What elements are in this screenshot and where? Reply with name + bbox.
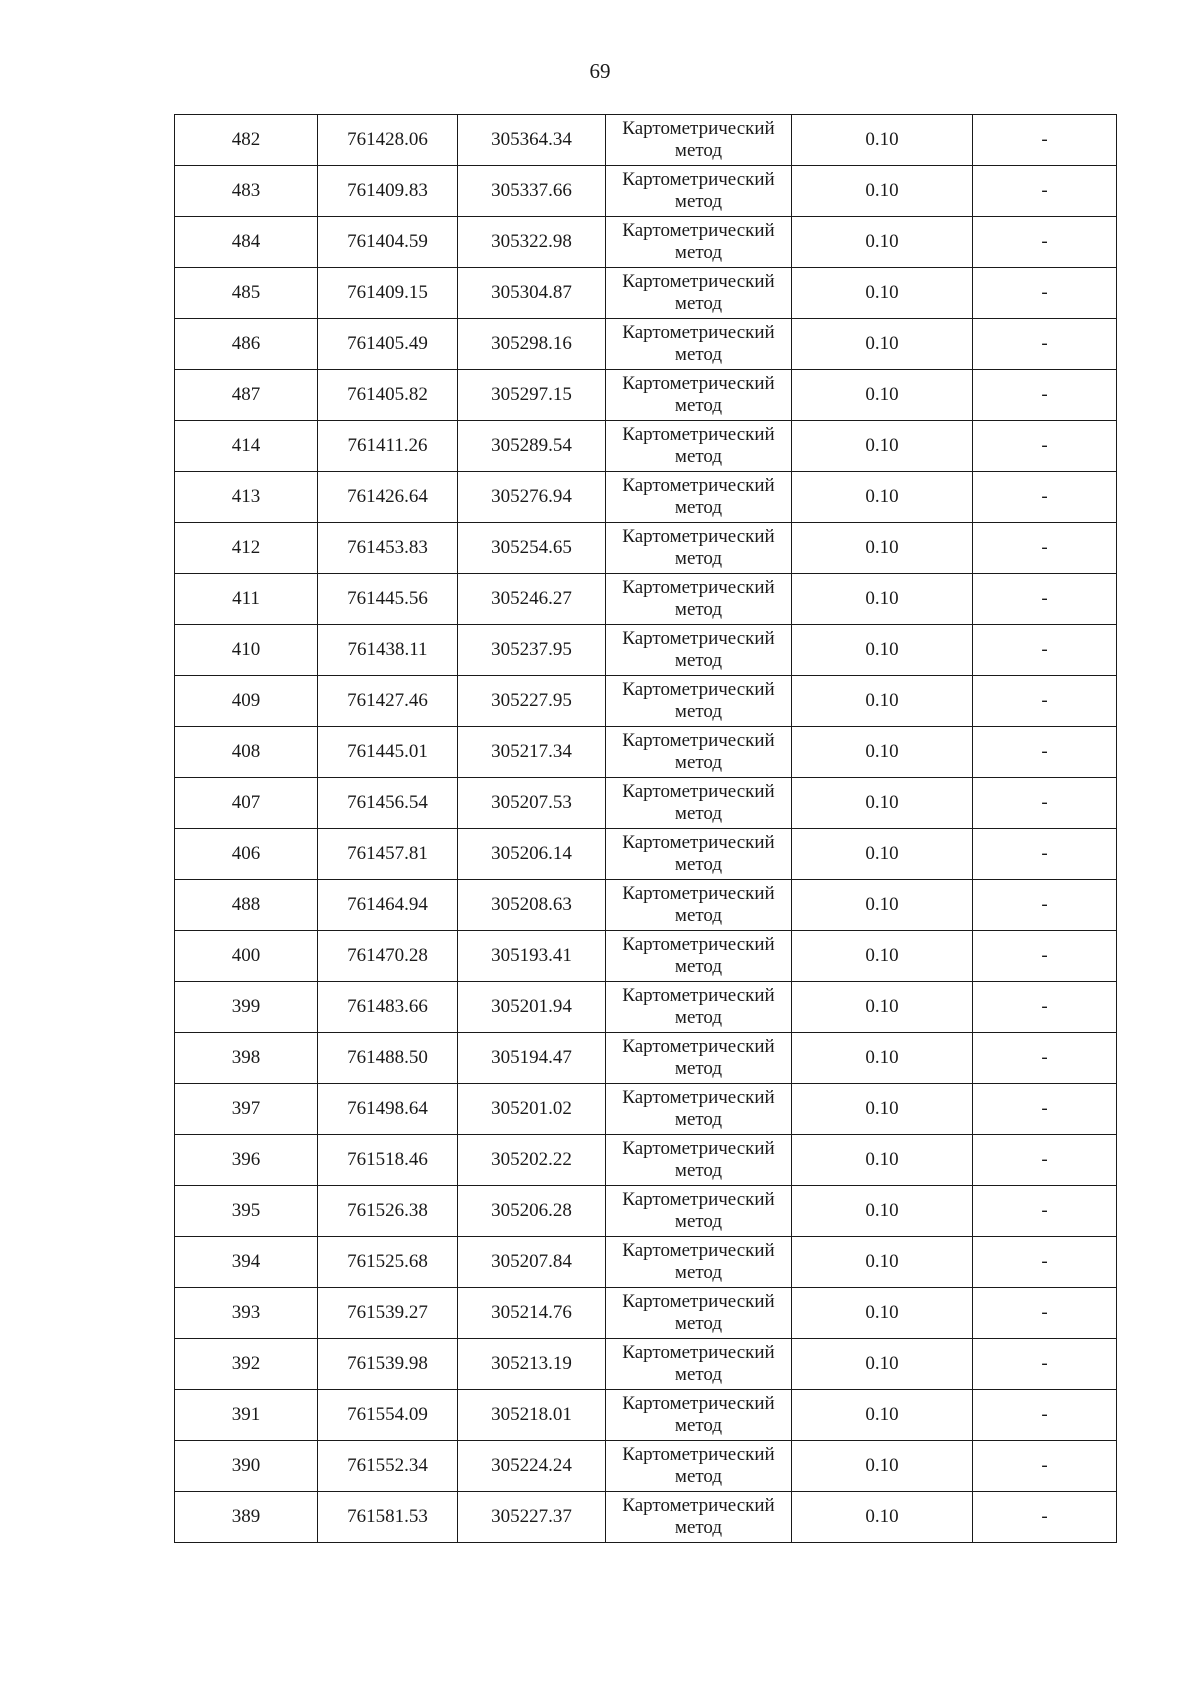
- point-number-cell: 482: [175, 115, 318, 166]
- accuracy-cell: 0.10: [792, 1288, 973, 1339]
- table-row: [175, 421, 1117, 472]
- method-line-1: Картометрический: [622, 781, 775, 802]
- x-coordinate-cell: 761456.54: [318, 778, 458, 829]
- note-cell: -: [973, 370, 1117, 421]
- y-coordinate-cell: 305254.65: [458, 523, 606, 574]
- y-coordinate-cell: 305227.37: [458, 1492, 606, 1543]
- note-cell: -: [973, 1339, 1117, 1390]
- accuracy-cell: 0.10: [792, 1339, 973, 1390]
- method-line-2: метод: [674, 191, 723, 212]
- accuracy-cell: 0.10: [792, 931, 973, 982]
- note-cell: -: [973, 217, 1117, 268]
- method-line-1: Картометрический: [622, 526, 775, 547]
- accuracy-cell: 0.10: [792, 982, 973, 1033]
- method-line-2: метод: [674, 599, 723, 620]
- y-coordinate-cell: 305297.15: [458, 370, 606, 421]
- method-line-2: метод: [674, 1058, 723, 1079]
- note-cell: -: [973, 1033, 1117, 1084]
- method-cell: [606, 982, 792, 1033]
- method-line-2: метод: [674, 1262, 723, 1283]
- point-number-cell: 398: [175, 1033, 318, 1084]
- x-coordinate-cell: 761518.46: [318, 1135, 458, 1186]
- note-cell: -: [973, 574, 1117, 625]
- method-line-1: Картометрический: [622, 1036, 775, 1057]
- accuracy-cell: 0.10: [792, 319, 973, 370]
- point-number-cell: 409: [175, 676, 318, 727]
- point-number-cell: 483: [175, 166, 318, 217]
- accuracy-cell: 0.10: [792, 472, 973, 523]
- method-line-1: Картометрический: [622, 1291, 775, 1312]
- accuracy-cell: 0.10: [792, 625, 973, 676]
- x-coordinate-cell: 761483.66: [318, 982, 458, 1033]
- method-line-1: Картометрический: [622, 1393, 775, 1414]
- accuracy-cell: 0.10: [792, 727, 973, 778]
- point-number-cell: 391: [175, 1390, 318, 1441]
- method-line-1: Картометрический: [622, 1444, 775, 1465]
- note-cell: -: [973, 421, 1117, 472]
- method-line-2: метод: [674, 344, 723, 365]
- method-line-2: метод: [674, 497, 723, 518]
- x-coordinate-cell: 761404.59: [318, 217, 458, 268]
- table-row: [175, 1390, 1117, 1441]
- point-number-cell: 410: [175, 625, 318, 676]
- method-line-2: метод: [674, 1313, 723, 1334]
- point-number-cell: 407: [175, 778, 318, 829]
- method-line-2: метод: [674, 854, 723, 875]
- x-coordinate-cell: 761457.81: [318, 829, 458, 880]
- method-line-2: метод: [674, 1160, 723, 1181]
- accuracy-cell: 0.10: [792, 829, 973, 880]
- y-coordinate-cell: 305206.14: [458, 829, 606, 880]
- method-line-1: Картометрический: [622, 118, 775, 139]
- method-cell: [606, 319, 792, 370]
- method-line-1: Картометрический: [622, 220, 775, 241]
- method-cell: [606, 1033, 792, 1084]
- table-row: [175, 1033, 1117, 1084]
- note-cell: -: [973, 1186, 1117, 1237]
- table-row: [175, 1084, 1117, 1135]
- note-cell: -: [973, 523, 1117, 574]
- method-line-1: Картометрический: [622, 832, 775, 853]
- method-cell: [606, 1390, 792, 1441]
- method-cell: [606, 1441, 792, 1492]
- accuracy-cell: 0.10: [792, 1237, 973, 1288]
- x-coordinate-cell: 761445.01: [318, 727, 458, 778]
- method-line-2: метод: [674, 956, 723, 977]
- method-line-1: Картометрический: [622, 679, 775, 700]
- accuracy-cell: 0.10: [792, 1186, 973, 1237]
- point-number-cell: 411: [175, 574, 318, 625]
- table-row: [175, 1441, 1117, 1492]
- method-line-1: Картометрический: [622, 424, 775, 445]
- point-number-cell: 488: [175, 880, 318, 931]
- table-row: [175, 1135, 1117, 1186]
- method-line-2: метод: [674, 1364, 723, 1385]
- note-cell: -: [973, 676, 1117, 727]
- note-cell: -: [973, 1492, 1117, 1543]
- y-coordinate-cell: 305213.19: [458, 1339, 606, 1390]
- method-line-1: Картометрический: [622, 1240, 775, 1261]
- method-line-1: Картометрический: [622, 1342, 775, 1363]
- note-cell: -: [973, 1288, 1117, 1339]
- method-line-2: метод: [674, 1466, 723, 1487]
- note-cell: -: [973, 778, 1117, 829]
- y-coordinate-cell: 305227.95: [458, 676, 606, 727]
- table-row: [175, 319, 1117, 370]
- table-row: [175, 1492, 1117, 1543]
- method-cell: [606, 1492, 792, 1543]
- note-cell: -: [973, 268, 1117, 319]
- point-number-cell: 412: [175, 523, 318, 574]
- method-cell: [606, 268, 792, 319]
- method-line-2: метод: [674, 1211, 723, 1232]
- note-cell: -: [973, 1390, 1117, 1441]
- method-cell: [606, 421, 792, 472]
- page-number: 69: [589, 59, 611, 83]
- y-coordinate-cell: 305224.24: [458, 1441, 606, 1492]
- point-number-cell: 389: [175, 1492, 318, 1543]
- method-line-1: Картометрический: [622, 577, 775, 598]
- note-cell: -: [973, 880, 1117, 931]
- accuracy-cell: 0.10: [792, 1441, 973, 1492]
- accuracy-cell: 0.10: [792, 778, 973, 829]
- y-coordinate-cell: 305304.87: [458, 268, 606, 319]
- method-cell: [606, 1084, 792, 1135]
- method-cell: [606, 217, 792, 268]
- x-coordinate-cell: 761405.82: [318, 370, 458, 421]
- point-number-cell: 396: [175, 1135, 318, 1186]
- accuracy-cell: 0.10: [792, 370, 973, 421]
- point-number-cell: 406: [175, 829, 318, 880]
- x-coordinate-cell: 761438.11: [318, 625, 458, 676]
- method-cell: [606, 1288, 792, 1339]
- note-cell: -: [973, 982, 1117, 1033]
- note-cell: -: [973, 1237, 1117, 1288]
- coordinates-table-body: [175, 115, 1117, 1543]
- table-row: [175, 523, 1117, 574]
- accuracy-cell: 0.10: [792, 880, 973, 931]
- table-row: [175, 1288, 1117, 1339]
- note-cell: -: [973, 115, 1117, 166]
- x-coordinate-cell: 761526.38: [318, 1186, 458, 1237]
- table-row: [175, 370, 1117, 421]
- table-row: [175, 778, 1117, 829]
- method-cell: [606, 370, 792, 421]
- method-line-1: Картометрический: [622, 169, 775, 190]
- note-cell: -: [973, 625, 1117, 676]
- method-line-2: метод: [674, 650, 723, 671]
- method-line-2: метод: [674, 1109, 723, 1130]
- method-line-1: Картометрический: [622, 934, 775, 955]
- method-line-1: Картометрический: [622, 883, 775, 904]
- accuracy-cell: 0.10: [792, 1084, 973, 1135]
- method-line-1: Картометрический: [622, 628, 775, 649]
- method-cell: [606, 1186, 792, 1237]
- point-number-cell: 408: [175, 727, 318, 778]
- y-coordinate-cell: 305201.94: [458, 982, 606, 1033]
- method-line-1: Картометрический: [622, 373, 775, 394]
- accuracy-cell: 0.10: [792, 115, 973, 166]
- method-cell: [606, 676, 792, 727]
- method-line-2: метод: [674, 395, 723, 416]
- note-cell: -: [973, 472, 1117, 523]
- method-line-2: метод: [674, 701, 723, 722]
- method-cell: [606, 472, 792, 523]
- note-cell: -: [973, 319, 1117, 370]
- accuracy-cell: 0.10: [792, 1390, 973, 1441]
- method-line-2: метод: [674, 446, 723, 467]
- y-coordinate-cell: 305246.27: [458, 574, 606, 625]
- point-number-cell: 485: [175, 268, 318, 319]
- method-cell: [606, 1339, 792, 1390]
- method-cell: [606, 829, 792, 880]
- method-line-2: метод: [674, 242, 723, 263]
- method-cell: [606, 931, 792, 982]
- y-coordinate-cell: 305214.76: [458, 1288, 606, 1339]
- y-coordinate-cell: 305193.41: [458, 931, 606, 982]
- x-coordinate-cell: 761427.46: [318, 676, 458, 727]
- x-coordinate-cell: 761405.49: [318, 319, 458, 370]
- point-number-cell: 399: [175, 982, 318, 1033]
- note-cell: -: [973, 166, 1117, 217]
- note-cell: -: [973, 829, 1117, 880]
- method-cell: [606, 523, 792, 574]
- table-row: [175, 625, 1117, 676]
- table-row: [175, 829, 1117, 880]
- point-number-cell: 413: [175, 472, 318, 523]
- point-number-cell: 392: [175, 1339, 318, 1390]
- note-cell: -: [973, 1084, 1117, 1135]
- y-coordinate-cell: 305217.34: [458, 727, 606, 778]
- accuracy-cell: 0.10: [792, 217, 973, 268]
- table-row: [175, 727, 1117, 778]
- x-coordinate-cell: 761464.94: [318, 880, 458, 931]
- table-row: [175, 574, 1117, 625]
- method-line-1: Картометрический: [622, 1087, 775, 1108]
- x-coordinate-cell: 761539.27: [318, 1288, 458, 1339]
- method-line-1: Картометрический: [622, 322, 775, 343]
- method-line-1: Картометрический: [622, 730, 775, 751]
- method-cell: [606, 574, 792, 625]
- method-line-2: метод: [674, 1007, 723, 1028]
- method-cell: [606, 625, 792, 676]
- table-row: [175, 1339, 1117, 1390]
- table-row: [175, 676, 1117, 727]
- table-row: [175, 1237, 1117, 1288]
- method-line-1: Картометрический: [622, 475, 775, 496]
- table-row: [175, 166, 1117, 217]
- table-row: [175, 931, 1117, 982]
- x-coordinate-cell: 761525.68: [318, 1237, 458, 1288]
- note-cell: -: [973, 931, 1117, 982]
- accuracy-cell: 0.10: [792, 1135, 973, 1186]
- y-coordinate-cell: 305202.22: [458, 1135, 606, 1186]
- x-coordinate-cell: 761409.15: [318, 268, 458, 319]
- accuracy-cell: 0.10: [792, 268, 973, 319]
- y-coordinate-cell: 305276.94: [458, 472, 606, 523]
- y-coordinate-cell: 305364.34: [458, 115, 606, 166]
- point-number-cell: 390: [175, 1441, 318, 1492]
- method-line-1: Картометрический: [622, 985, 775, 1006]
- note-cell: -: [973, 1135, 1117, 1186]
- table-row: [175, 880, 1117, 931]
- y-coordinate-cell: 305207.53: [458, 778, 606, 829]
- point-number-cell: 414: [175, 421, 318, 472]
- method-cell: [606, 1237, 792, 1288]
- y-coordinate-cell: 305208.63: [458, 880, 606, 931]
- method-cell: [606, 1135, 792, 1186]
- method-line-2: метод: [674, 1415, 723, 1436]
- method-cell: [606, 166, 792, 217]
- x-coordinate-cell: 761411.26: [318, 421, 458, 472]
- method-cell: [606, 880, 792, 931]
- point-number-cell: 400: [175, 931, 318, 982]
- point-number-cell: 393: [175, 1288, 318, 1339]
- accuracy-cell: 0.10: [792, 421, 973, 472]
- table-row: [175, 472, 1117, 523]
- table-row: [175, 982, 1117, 1033]
- y-coordinate-cell: 305322.98: [458, 217, 606, 268]
- x-coordinate-cell: 761428.06: [318, 115, 458, 166]
- x-coordinate-cell: 761445.56: [318, 574, 458, 625]
- y-coordinate-cell: 305337.66: [458, 166, 606, 217]
- y-coordinate-cell: 305206.28: [458, 1186, 606, 1237]
- method-line-2: метод: [674, 293, 723, 314]
- method-cell: [606, 727, 792, 778]
- x-coordinate-cell: 761554.09: [318, 1390, 458, 1441]
- y-coordinate-cell: 305289.54: [458, 421, 606, 472]
- note-cell: -: [973, 727, 1117, 778]
- point-number-cell: 486: [175, 319, 318, 370]
- x-coordinate-cell: 761488.50: [318, 1033, 458, 1084]
- x-coordinate-cell: 761426.64: [318, 472, 458, 523]
- x-coordinate-cell: 761498.64: [318, 1084, 458, 1135]
- method-line-2: метод: [674, 140, 723, 161]
- x-coordinate-cell: 761409.83: [318, 166, 458, 217]
- method-line-2: метод: [674, 548, 723, 569]
- accuracy-cell: 0.10: [792, 574, 973, 625]
- x-coordinate-cell: 761470.28: [318, 931, 458, 982]
- y-coordinate-cell: 305218.01: [458, 1390, 606, 1441]
- method-line-1: Картометрический: [622, 1189, 775, 1210]
- accuracy-cell: 0.10: [792, 1492, 973, 1543]
- y-coordinate-cell: 305237.95: [458, 625, 606, 676]
- x-coordinate-cell: 761539.98: [318, 1339, 458, 1390]
- method-line-2: метод: [674, 905, 723, 926]
- point-number-cell: 484: [175, 217, 318, 268]
- y-coordinate-cell: 305298.16: [458, 319, 606, 370]
- method-line-2: метод: [674, 1517, 723, 1538]
- method-line-2: метод: [674, 752, 723, 773]
- point-number-cell: 397: [175, 1084, 318, 1135]
- point-number-cell: 487: [175, 370, 318, 421]
- x-coordinate-cell: 761453.83: [318, 523, 458, 574]
- method-line-1: Картометрический: [622, 271, 775, 292]
- method-line-1: Картометрический: [622, 1138, 775, 1159]
- method-cell: [606, 778, 792, 829]
- x-coordinate-cell: 761581.53: [318, 1492, 458, 1543]
- method-line-2: метод: [674, 803, 723, 824]
- accuracy-cell: 0.10: [792, 523, 973, 574]
- method-line-1: Картометрический: [622, 1495, 775, 1516]
- y-coordinate-cell: 305207.84: [458, 1237, 606, 1288]
- accuracy-cell: 0.10: [792, 676, 973, 727]
- coordinates-table: [174, 114, 1117, 1543]
- method-cell: [606, 115, 792, 166]
- table-row: [175, 1186, 1117, 1237]
- y-coordinate-cell: 305201.02: [458, 1084, 606, 1135]
- note-cell: -: [973, 1441, 1117, 1492]
- point-number-cell: 395: [175, 1186, 318, 1237]
- table-row: [175, 268, 1117, 319]
- x-coordinate-cell: 761552.34: [318, 1441, 458, 1492]
- accuracy-cell: 0.10: [792, 166, 973, 217]
- y-coordinate-cell: 305194.47: [458, 1033, 606, 1084]
- table-row: [175, 217, 1117, 268]
- point-number-cell: 394: [175, 1237, 318, 1288]
- accuracy-cell: 0.10: [792, 1033, 973, 1084]
- table-row: [175, 115, 1117, 166]
